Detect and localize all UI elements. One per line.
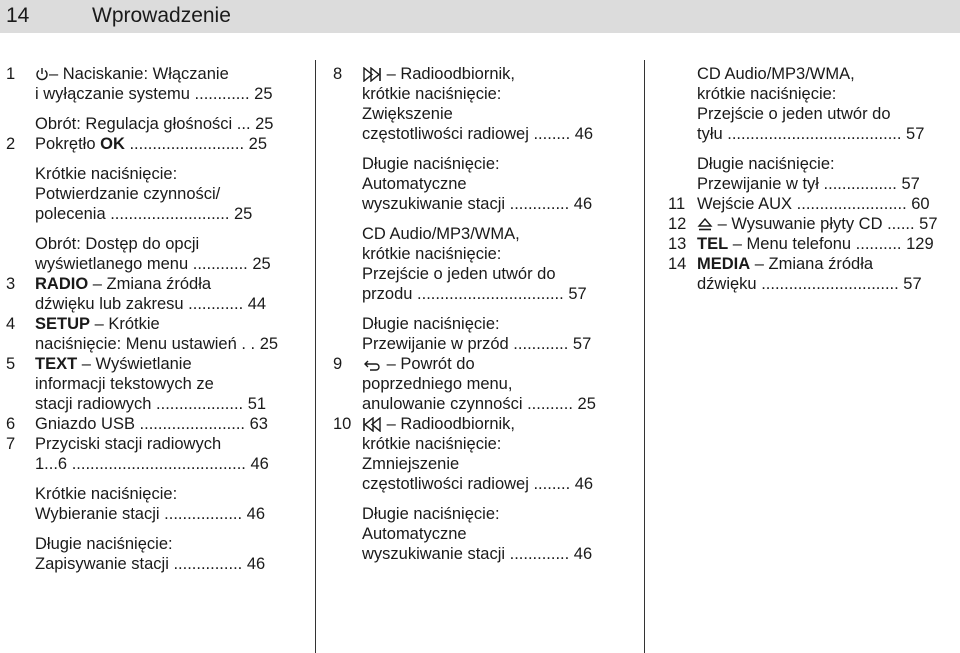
entry-text: Długie naciśnięcie: (35, 535, 173, 553)
entry-2 (6, 134, 300, 274)
entry-text: – Menu telefonu .......... 129 (728, 235, 934, 253)
entry-text: Automatyczne (362, 175, 467, 193)
page-header (0, 0, 960, 33)
entry-number: 9 (333, 355, 343, 373)
entry-text: Przyciski stacji radiowych (35, 435, 222, 453)
entry-number: 8 (333, 65, 343, 83)
entry-14 (668, 254, 958, 294)
entry-3 (6, 274, 300, 314)
entry-text: – Krótkie (90, 315, 160, 333)
entry-text: poprzedniego menu, (362, 375, 513, 393)
entry-text: ......................... 25 (124, 135, 268, 153)
entry-text: Krótkie naciśnięcie: (35, 165, 178, 183)
entry-text: CD Audio/MP3/WMA, (697, 65, 855, 83)
next-track-icon (362, 67, 382, 82)
entry-text: Długie naciśnięcie: (362, 505, 500, 523)
entry-6 (6, 414, 300, 434)
previous-track-icon (362, 417, 382, 432)
entry-text: Obrót: Regulacja głośności ... 25 (35, 115, 274, 133)
entry-text: CD Audio/MP3/WMA, (362, 225, 520, 243)
entry-text: krótkie naciśnięcie: (362, 245, 502, 263)
entry-text: Przewijanie w tył ................ 57 (697, 175, 920, 193)
entry-text: dźwięku .............................. 57 (697, 275, 922, 293)
entry-number: 6 (6, 415, 16, 433)
entry-text: Długie naciśnięcie: (697, 155, 835, 173)
entry-text: stacji radiowych ................... 51 (35, 395, 267, 413)
column-divider (644, 60, 645, 653)
entry-text: Pokrętło (35, 135, 101, 153)
entry-text: Wybieranie stacji ................. 46 (35, 505, 266, 523)
entry-9 (333, 354, 629, 414)
entry-text: – Naciskanie: Włączanie (49, 65, 229, 83)
column-1 (6, 64, 300, 574)
entry-text: naciśnięcie: Menu ustawień . . 25 (35, 335, 279, 353)
entry-text: krótkie naciśnięcie: (362, 435, 502, 453)
ok-keyword: OK (100, 135, 125, 153)
entry-text: tyłu ...................................... 57 (697, 125, 925, 143)
column-divider (315, 60, 316, 653)
entry-number: 1 (6, 65, 16, 83)
back-icon (362, 357, 382, 372)
entry-11 (668, 194, 958, 214)
entry-text: Obrót: Dostęp do opcji (35, 235, 200, 253)
entry-text: wyświetlanego menu ............ 25 (35, 255, 271, 273)
entry-text: Długie naciśnięcie: (362, 315, 500, 333)
entry-text: Zmniejszenie (362, 455, 460, 473)
power-icon (35, 67, 49, 82)
page-title: Wprowadzenie (92, 4, 231, 27)
entry-text: anulowanie czynności .......... 25 (362, 395, 596, 413)
entry-13 (668, 234, 958, 254)
entry-text: – Radioodbiornik, (382, 415, 515, 433)
entry-text: – Zmiana źródła (750, 255, 874, 273)
entry-5 (6, 354, 300, 414)
entry-number: 5 (6, 355, 16, 373)
entry-number: 2 (6, 135, 16, 153)
entry-text: Potwierdzanie czynności/ (35, 185, 221, 203)
entry-text: Długie naciśnięcie: (362, 155, 500, 173)
setup-keyword: SETUP (35, 315, 91, 333)
entry-1 (6, 64, 300, 134)
entry-number: 13 (668, 235, 687, 253)
entry-text: polecenia .......................... 25 (35, 205, 253, 223)
entry-text: częstotliwości radiowej ........ 46 (362, 475, 594, 493)
entry-text: wyszukiwanie stacji ............. 46 (362, 545, 593, 563)
column-3 (668, 64, 958, 294)
page-number: 14 (6, 4, 30, 27)
entry-number: 10 (333, 415, 352, 433)
entry-text: dźwięku lub zakresu ............ 44 (35, 295, 267, 313)
entry-text: – Wyświetlanie (77, 355, 192, 373)
entry-4 (6, 314, 300, 354)
entry-text: Przejście o jeden utwór do (362, 265, 556, 283)
entry-number: 11 (668, 195, 686, 213)
entry-text: Przejście o jeden utwór do (697, 105, 891, 123)
entry-text: informacji tekstowych ze (35, 375, 214, 393)
entry-number: 3 (6, 275, 16, 293)
entry-text: – Powrót do (382, 355, 475, 373)
radio-keyword: RADIO (35, 275, 89, 293)
entry-text: Krótkie naciśnięcie: (35, 485, 178, 503)
entry-12 (668, 214, 958, 234)
entry-10-continued (668, 64, 958, 194)
entry-number: 7 (6, 435, 16, 453)
entry-text: – Wysuwanie płyty CD ...... 57 (713, 215, 938, 233)
entry-text: krótkie naciśnięcie: (697, 85, 837, 103)
column-2 (333, 64, 629, 564)
entry-text: krótkie naciśnięcie: (362, 85, 502, 103)
entry-text: Automatyczne (362, 525, 467, 543)
eject-icon (697, 217, 713, 232)
entry-number: 14 (668, 255, 687, 273)
entry-text: – Zmiana źródła (88, 275, 212, 293)
entry-number: 4 (6, 315, 16, 333)
entry-text: Gniazdo USB ....................... 63 (35, 415, 268, 433)
entry-text: Przewijanie w przód ............ 57 (362, 335, 592, 353)
media-keyword: MEDIA (697, 255, 751, 273)
entry-text: – Radioodbiornik, (382, 65, 515, 83)
entry-text: Zwiększenie (362, 105, 453, 123)
entry-text: Wejście AUX ........................ 60 (697, 195, 930, 213)
entry-text: 1...6 ...................................... 46 (35, 455, 269, 473)
entry-text: Zapisywanie stacji ............... 46 (35, 555, 266, 573)
entry-10 (333, 414, 629, 564)
text-keyword: TEXT (35, 355, 78, 373)
entry-8 (333, 64, 629, 354)
entry-7 (6, 434, 300, 574)
entry-text: przodu ................................ 57 (362, 285, 587, 303)
entry-text: częstotliwości radiowej ........ 46 (362, 125, 594, 143)
entry-text: wyszukiwanie stacji ............. 46 (362, 195, 593, 213)
entry-text: i wyłączanie systemu ............ 25 (35, 85, 273, 103)
entry-number: 12 (668, 215, 687, 233)
tel-keyword: TEL (697, 235, 729, 253)
